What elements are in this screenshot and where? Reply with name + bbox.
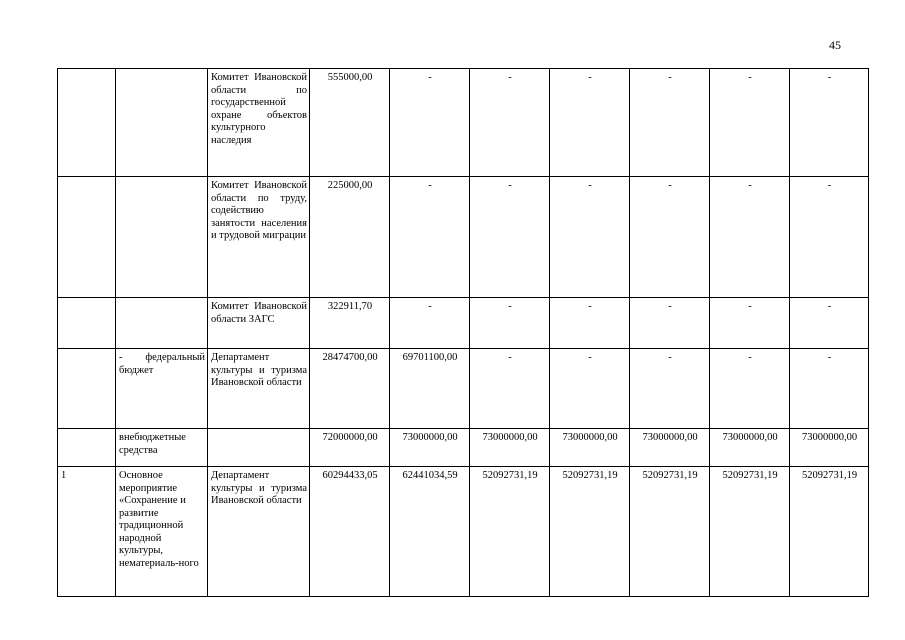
cell-value: - bbox=[630, 349, 710, 429]
cell-value: - bbox=[790, 69, 869, 177]
cell-value: - bbox=[790, 177, 869, 298]
cell-value: - bbox=[390, 69, 470, 177]
cell-value: 52092731,19 bbox=[710, 467, 790, 597]
cell-value: - bbox=[470, 298, 550, 349]
cell-value: 73000000,00 bbox=[550, 429, 630, 467]
budget-table bbox=[57, 68, 869, 597]
cell-value: - bbox=[550, 69, 630, 177]
cell-executor: Комитет Ивановской области по труду, содействию занятости населения и трудовой миграции bbox=[208, 177, 310, 298]
cell-name: внебюджетные средства bbox=[116, 429, 208, 467]
cell-value: 73000000,00 bbox=[390, 429, 470, 467]
cell-value: - bbox=[550, 349, 630, 429]
cell-name bbox=[116, 177, 208, 298]
table-row bbox=[58, 467, 869, 597]
cell-value: 73000000,00 bbox=[630, 429, 710, 467]
cell-value: 73000000,00 bbox=[790, 429, 869, 467]
cell-value: 555000,00 bbox=[310, 69, 390, 177]
cell-value: 72000000,00 bbox=[310, 429, 390, 467]
table-row bbox=[58, 177, 869, 298]
table-body bbox=[58, 69, 869, 597]
cell-value: 73000000,00 bbox=[710, 429, 790, 467]
cell-value: - bbox=[630, 69, 710, 177]
table-row bbox=[58, 429, 869, 467]
cell-name bbox=[116, 298, 208, 349]
cell-value: - bbox=[390, 177, 470, 298]
cell-value: 52092731,19 bbox=[790, 467, 869, 597]
cell-number bbox=[58, 298, 116, 349]
cell-value: - bbox=[710, 349, 790, 429]
cell-name bbox=[116, 69, 208, 177]
cell-value: 52092731,19 bbox=[550, 467, 630, 597]
cell-value: - bbox=[630, 177, 710, 298]
cell-value: 28474700,00 bbox=[310, 349, 390, 429]
table-row bbox=[58, 349, 869, 429]
table-row bbox=[58, 298, 869, 349]
cell-value: - bbox=[390, 298, 470, 349]
page-number: 45 bbox=[829, 38, 841, 52]
cell-value: 225000,00 bbox=[310, 177, 390, 298]
cell-value: - bbox=[550, 177, 630, 298]
cell-value: - bbox=[790, 298, 869, 349]
cell-executor: Департамент культуры и туризма Ивановской области bbox=[208, 467, 310, 597]
cell-value: 73000000,00 bbox=[470, 429, 550, 467]
cell-number: 1 bbox=[58, 467, 116, 597]
table-row bbox=[58, 69, 869, 177]
cell-value: 62441034,59 bbox=[390, 467, 470, 597]
cell-executor: Комитет Ивановской области ЗАГС bbox=[208, 298, 310, 349]
cell-executor: Комитет Ивановской области по государственной охране объектов культурного наследия bbox=[208, 69, 310, 177]
cell-executor: Департамент культуры и туризма Ивановской области bbox=[208, 349, 310, 429]
cell-value: - bbox=[470, 349, 550, 429]
cell-number bbox=[58, 349, 116, 429]
cell-value: 52092731,19 bbox=[630, 467, 710, 597]
cell-value: - bbox=[710, 298, 790, 349]
cell-number bbox=[58, 69, 116, 177]
cell-value: - bbox=[470, 69, 550, 177]
cell-value: - bbox=[710, 69, 790, 177]
cell-number bbox=[58, 177, 116, 298]
cell-executor bbox=[208, 429, 310, 467]
cell-value: - bbox=[630, 298, 710, 349]
cell-value: 52092731,19 bbox=[470, 467, 550, 597]
cell-number bbox=[58, 429, 116, 467]
cell-value: - bbox=[550, 298, 630, 349]
cell-value: 60294433,05 bbox=[310, 467, 390, 597]
cell-name: - федеральный бюджет bbox=[116, 349, 208, 429]
cell-value: - bbox=[470, 177, 550, 298]
cell-value: - bbox=[710, 177, 790, 298]
cell-name: Основное мероприятие «Сохранение и развитие традиционной народной культуры, нематериаль-ного bbox=[116, 467, 208, 597]
cell-value: 322911,70 bbox=[310, 298, 390, 349]
cell-value: 69701100,00 bbox=[390, 349, 470, 429]
cell-value: - bbox=[790, 349, 869, 429]
